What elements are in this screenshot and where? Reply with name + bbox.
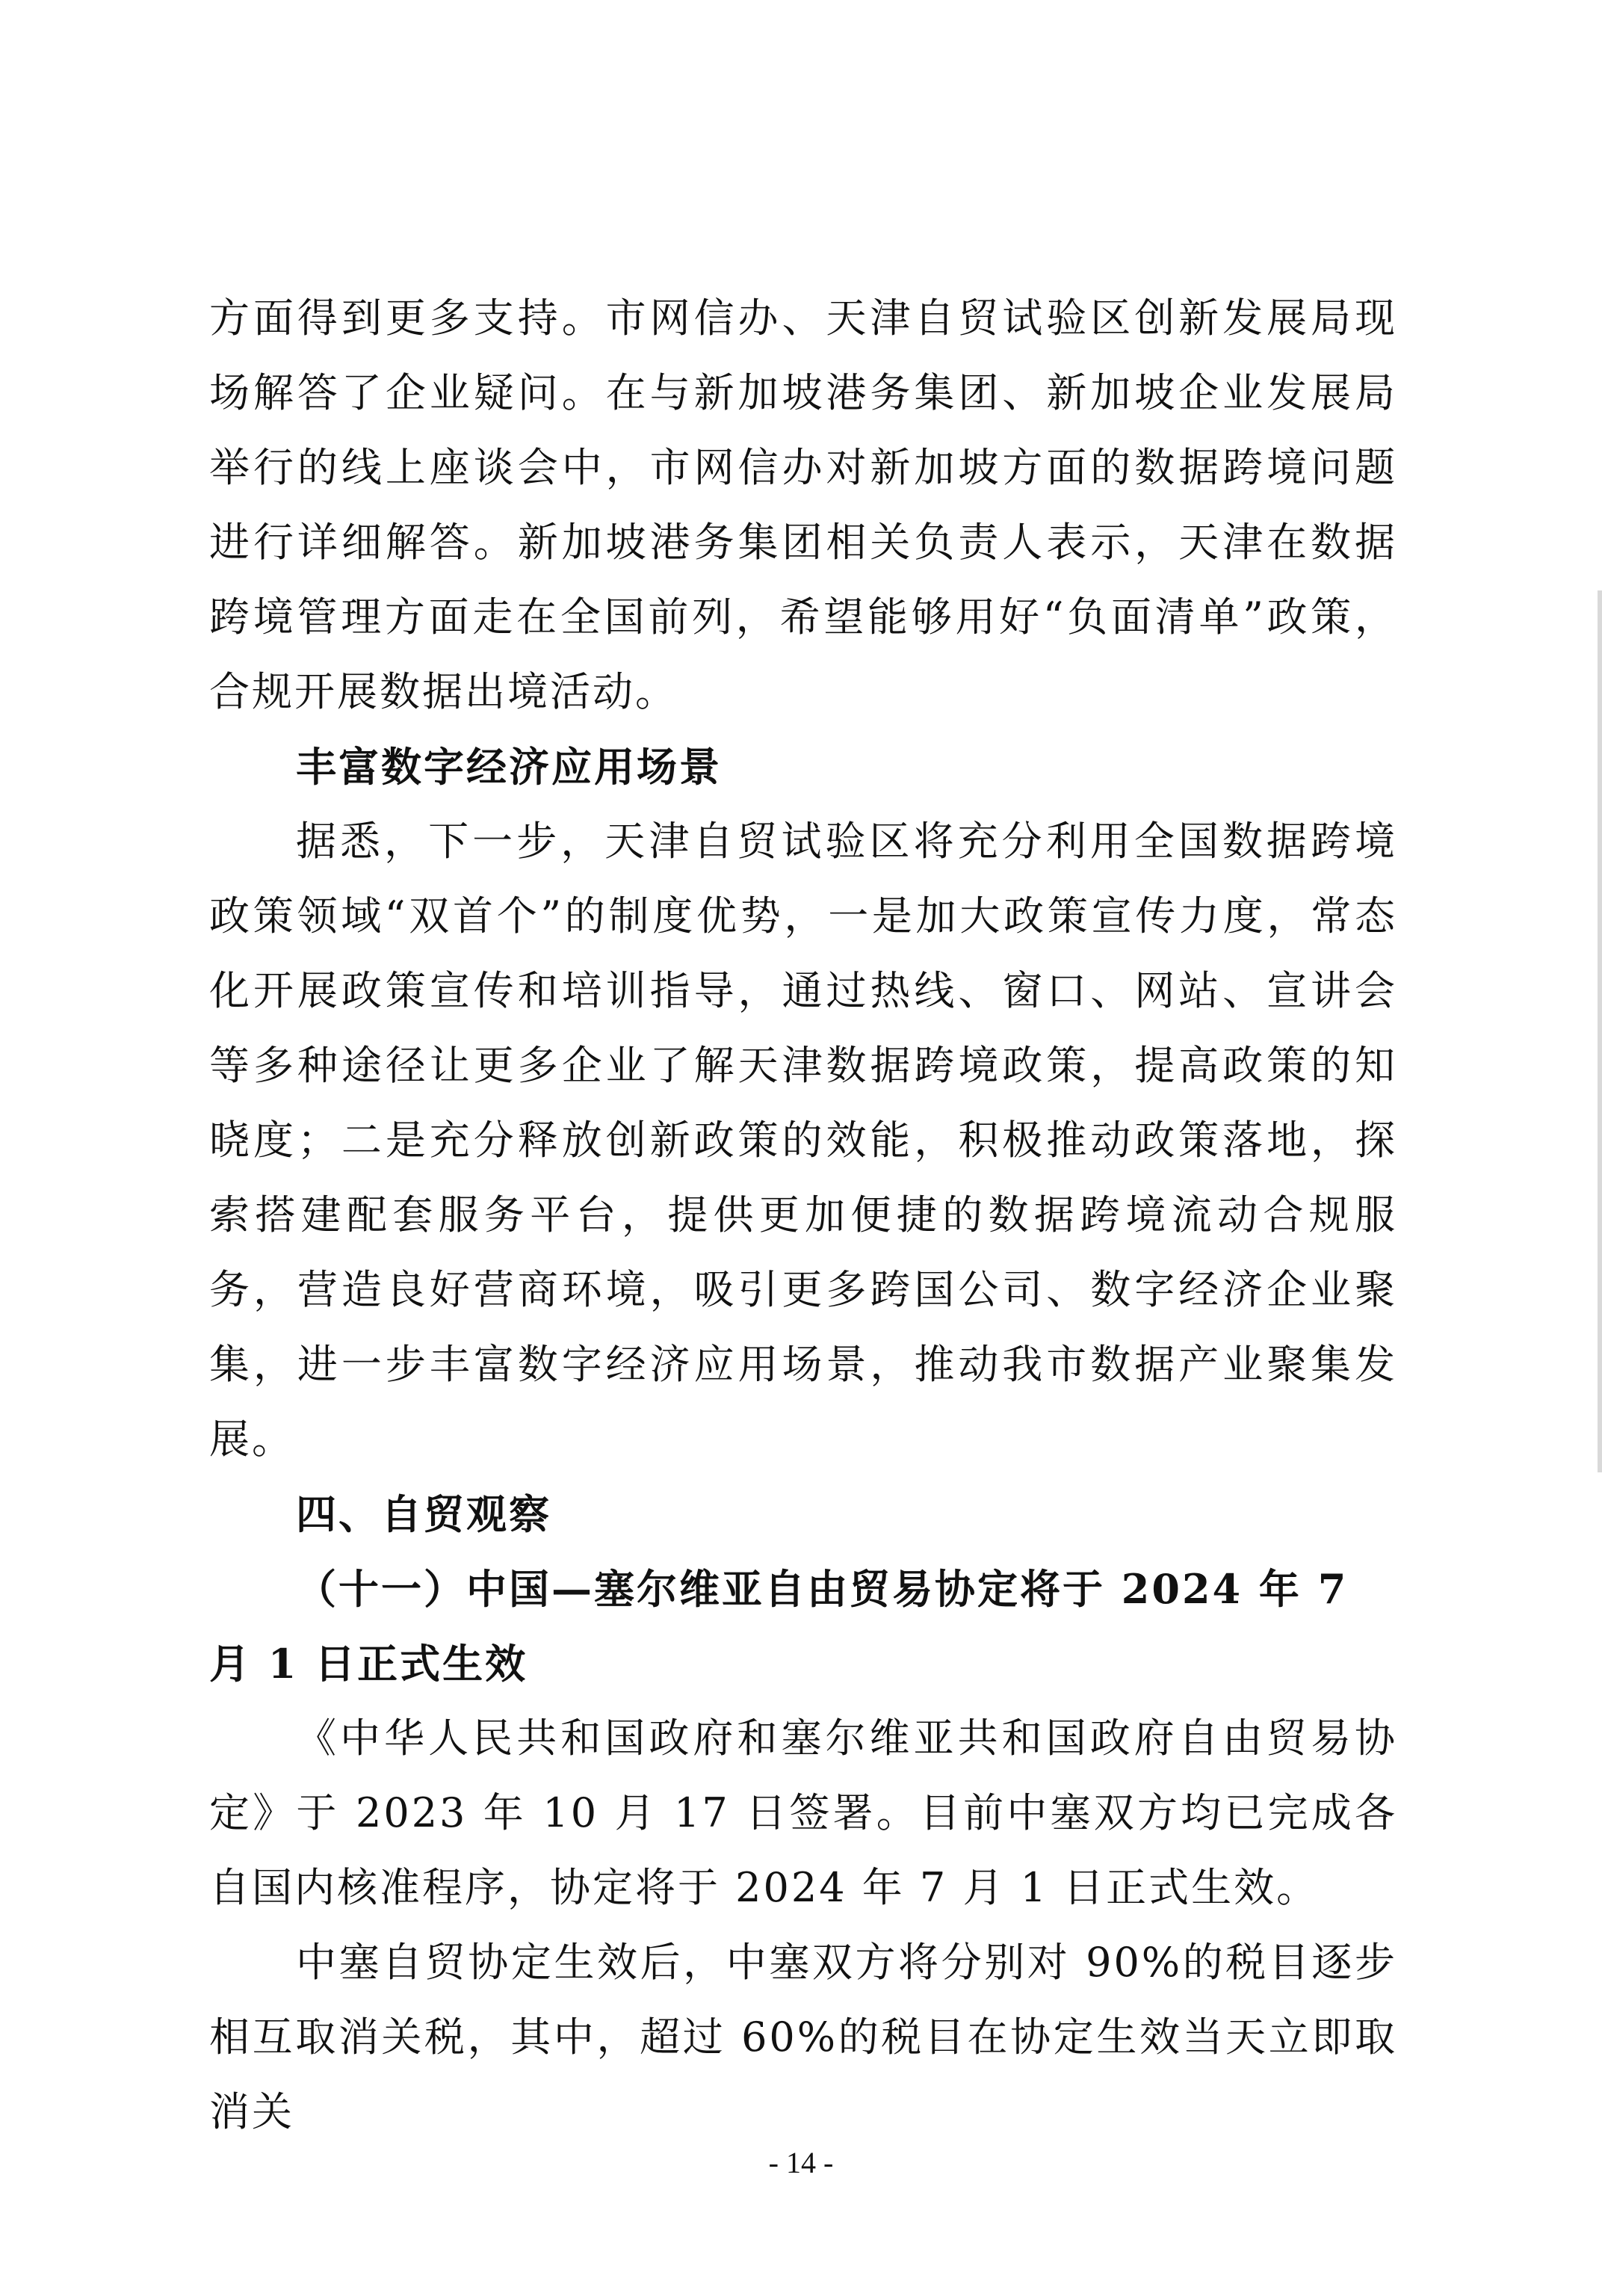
section-heading-ftz-observation: 四、自贸观察 (296, 1490, 551, 1538)
paragraph-fta-signing: 《中华人民共和国政府和塞尔维亚共和国政府自由贸易协定》于 2023 年 10 月 17 日签署。目前中塞双方均已完成各自国内核准程序，协定将于 2024 年 7 月 1 日正式生效。 (209, 1715, 1397, 1911)
section-heading-digital-economy: 丰富数字经济应用场景 (296, 743, 722, 791)
page-number: - 14 - (768, 2146, 834, 2179)
paragraph-next-steps: 据悉，下一步，天津自贸试验区将充分利用全国数据跨境政策领域“双首个”的制度优势，一是加大政策宣传力度，常态化开展政策宣传和培训指导，通过热线、窗口、网站、宣讲会等多种途径让更多企业了解天津数据跨境政策，提高政策的知晓度；二是充分释放创新政策的效能，积极推动政策落地，探索搭建配套服务平台，提供更加便捷的数据跨境流动合规服务，营造良好营商环境，吸引更多跨国公司、数字经济企业聚集，进一步丰富数字经济应用场景，推动我市数据产业聚集发展。 (209, 818, 1397, 1463)
body-text (209, 281, 1397, 2150)
subsection-heading-china-serbia-fta: （十一）中国—塞尔维亚自由贸易协定将于 2024 年 7 月 1 日正式生效 (209, 1565, 1349, 1688)
scan-edge-shadow (1598, 590, 1602, 1472)
paragraph-tariff-elimination: 中塞自贸协定生效后，中塞双方将分别对 90%的税目逐步相互取消关税，其中，超过 60%的税目在协定生效当天立即取消关 (209, 1939, 1397, 2135)
paragraph-data-cross-border-support: 方面得到更多支持。市网信办、天津自贸试验区创新发展局现场解答了企业疑问。在与新加坡港务集团、新加坡企业发展局举行的线上座谈会中，市网信办对新加坡方面的数据跨境问题进行详细解答。新加坡港务集团相关负责人表示，天津在数据跨境管理方面走在全国前列，希望能够用好“负面清单”政策，合规开展数据出境活动。 (209, 294, 1397, 715)
